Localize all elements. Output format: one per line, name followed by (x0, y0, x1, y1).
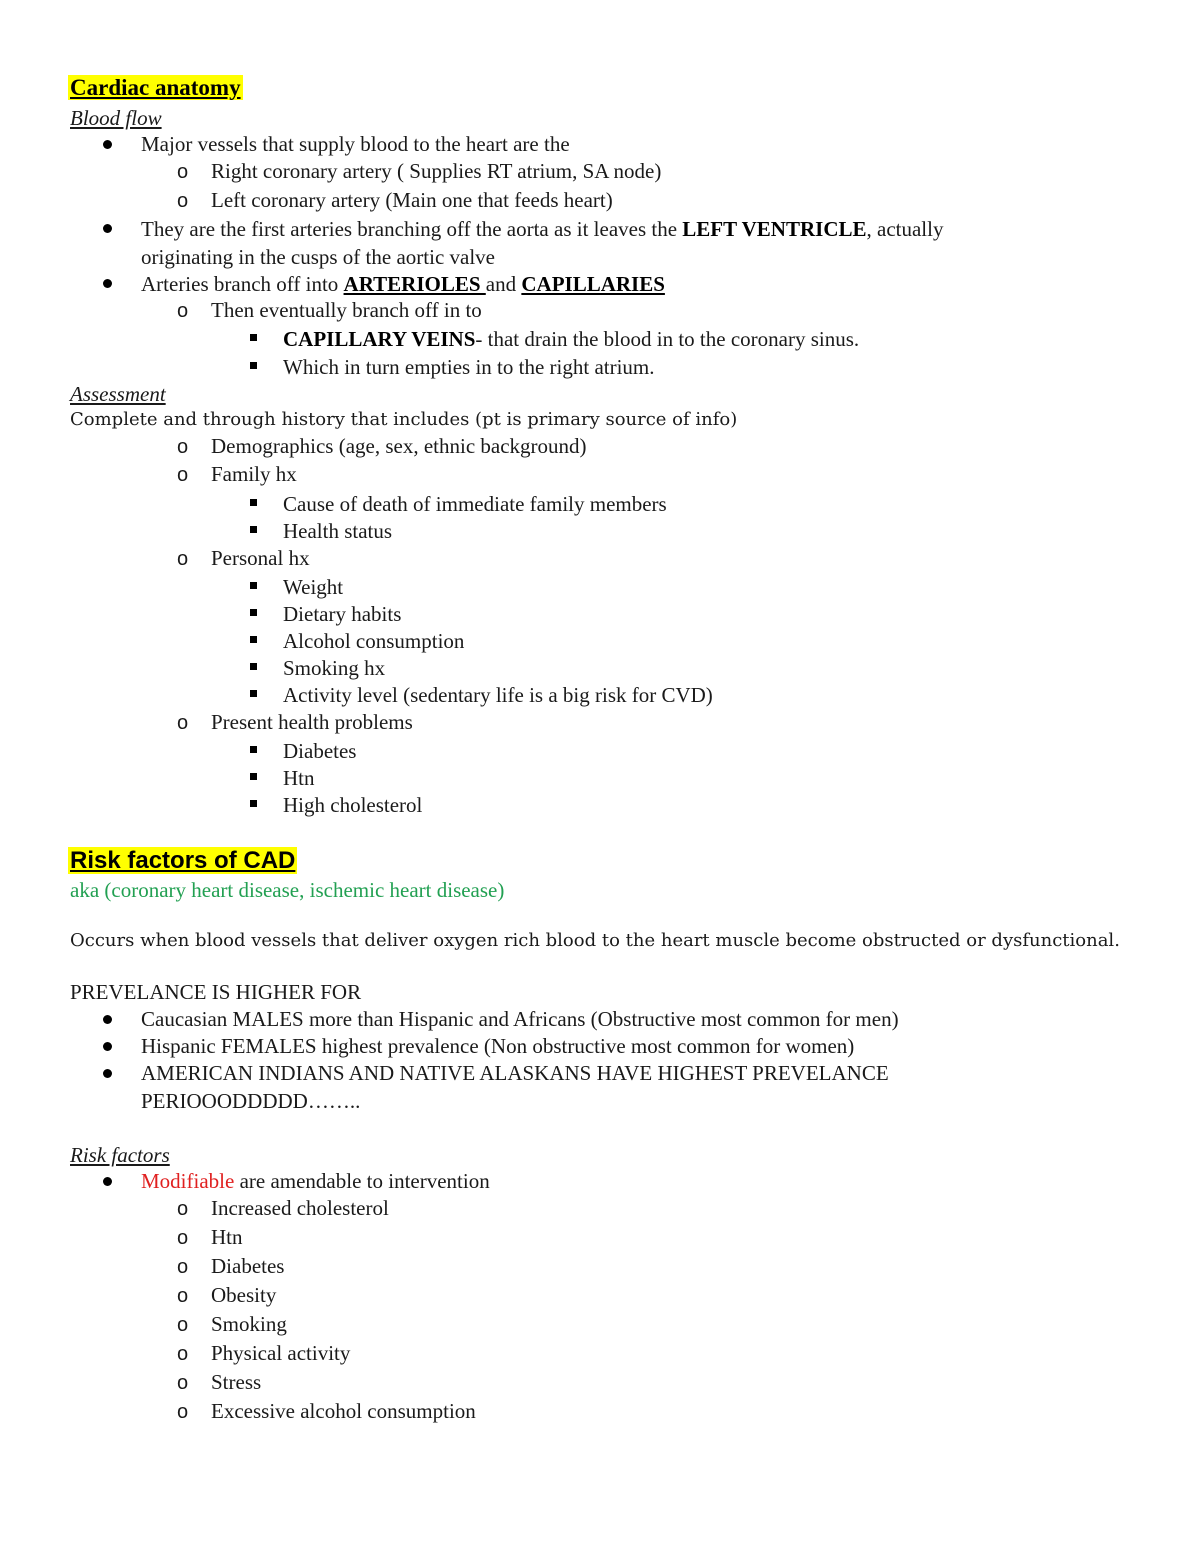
bullet-square (250, 334, 257, 341)
list-item: Hispanic FEMALES highest prevalence (Non obstructive most common for women) (141, 1034, 855, 1058)
list-item: Weight (283, 575, 344, 599)
bullet-circle: o (177, 436, 189, 458)
bullet-square (250, 362, 257, 369)
bullet-square (250, 609, 257, 616)
list-item: Obesity (211, 1283, 277, 1307)
subheading-blood-flow: Blood flow (70, 106, 162, 130)
list-item: Family hx (211, 462, 297, 486)
list-item: High cholesterol (283, 793, 423, 817)
bullet-circle: o (177, 1372, 189, 1394)
bullet-circle: o (177, 1285, 189, 1307)
bullet-circle: o (177, 190, 189, 212)
bullet-circle: o (177, 1343, 189, 1365)
bullet-circle: o (177, 161, 189, 183)
list-item: Htn (211, 1225, 243, 1249)
assessment-intro: Complete and through history that includes (pt is primary source of info) (70, 409, 738, 430)
bullet-circle: o (177, 1401, 189, 1423)
bullet-circle: o (177, 548, 189, 570)
list-item: Smoking hx (283, 656, 386, 680)
bullet-square (250, 663, 257, 670)
list-item: Major vessels that supply blood to the heart are the (141, 132, 570, 156)
list-item: Dietary habits (283, 602, 402, 626)
aka-line: aka (coronary heart disease, ischemic heart disease) (70, 878, 505, 902)
list-item: Present health problems (211, 710, 413, 734)
subheading-risk-factors: Risk factors (70, 1143, 170, 1167)
list-item: Left coronary artery (Main one that feeds heart) (211, 188, 613, 212)
list-item: Smoking (211, 1312, 287, 1336)
bullet-square (250, 526, 257, 533)
bullet-circle: o (177, 712, 189, 734)
bullet-square (250, 746, 257, 753)
list-item: Health status (283, 519, 393, 543)
list-item: CAPILLARY VEINS- that drain the blood in to the coronary sinus. (283, 327, 860, 351)
section-title-risk-factors-cad: Risk factors of CAD (70, 847, 296, 874)
list-item: Demographics (age, sex, ethnic background) (211, 434, 587, 458)
list-item: Stress (211, 1370, 262, 1394)
bullet-dot (103, 1042, 112, 1051)
bullet-dot (103, 1015, 112, 1024)
bullet-dot (103, 1069, 112, 1078)
list-item: Right coronary artery ( Supplies RT atrium, SA node) (211, 159, 662, 183)
list-item: Diabetes (211, 1254, 285, 1278)
bullet-dot (103, 279, 112, 288)
bullet-circle: o (177, 1227, 189, 1249)
list-item: Personal hx (211, 546, 310, 570)
bullet-circle: o (177, 1256, 189, 1278)
list-item: Activity level (sedentary life is a big risk for CVD) (283, 683, 713, 707)
list-item: They are the first arteries branching off the aorta as it leaves the LEFT VENTRICLE, actually (141, 217, 944, 241)
list-item: Htn (283, 766, 315, 790)
bullet-square (250, 499, 257, 506)
bullet-circle: o (177, 1314, 189, 1336)
list-item: Cause of death of immediate family members (283, 492, 667, 516)
list-item: Then eventually branch off in to (211, 298, 482, 322)
list-item: Excessive alcohol consumption (211, 1399, 476, 1423)
bullet-square (250, 800, 257, 807)
cad-definition: Occurs when blood vessels that deliver oxygen rich blood to the heart muscle become obstructed or dysfunctional. (70, 930, 1120, 951)
subheading-assessment: Assessment (70, 382, 166, 406)
bullet-square (250, 690, 257, 697)
bullet-circle: o (177, 464, 189, 486)
bullet-circle: o (177, 300, 189, 322)
bullet-dot (103, 1177, 112, 1186)
prevalence-heading: PREVELANCE IS HIGHER FOR (70, 980, 362, 1004)
bullet-square (250, 582, 257, 589)
list-item: Modifiable are amendable to intervention (141, 1169, 490, 1193)
bullet-square (250, 636, 257, 643)
section-title-cardiac-anatomy: Cardiac anatomy (70, 75, 241, 100)
list-item: Increased cholesterol (211, 1196, 389, 1220)
bullet-square (250, 773, 257, 780)
bullet-circle: o (177, 1198, 189, 1220)
list-item-continuation: PERIOOODDDDD…….. (141, 1089, 361, 1113)
list-item-continuation: originating in the cusps of the aortic valve (141, 245, 495, 269)
list-item: Caucasian MALES more than Hispanic and Africans (Obstructive most common for men) (141, 1007, 899, 1031)
list-item: Arteries branch off into ARTERIOLES and CAPILLARIES (141, 272, 665, 296)
list-item: Physical activity (211, 1341, 351, 1365)
bullet-dot (103, 140, 112, 149)
bullet-dot (103, 224, 112, 233)
list-item: AMERICAN INDIANS AND NATIVE ALASKANS HAVE HIGHEST PREVELANCE (141, 1061, 889, 1085)
list-item: Which in turn empties in to the right atrium. (283, 355, 655, 379)
list-item: Diabetes (283, 739, 357, 763)
list-item: Alcohol consumption (283, 629, 465, 653)
